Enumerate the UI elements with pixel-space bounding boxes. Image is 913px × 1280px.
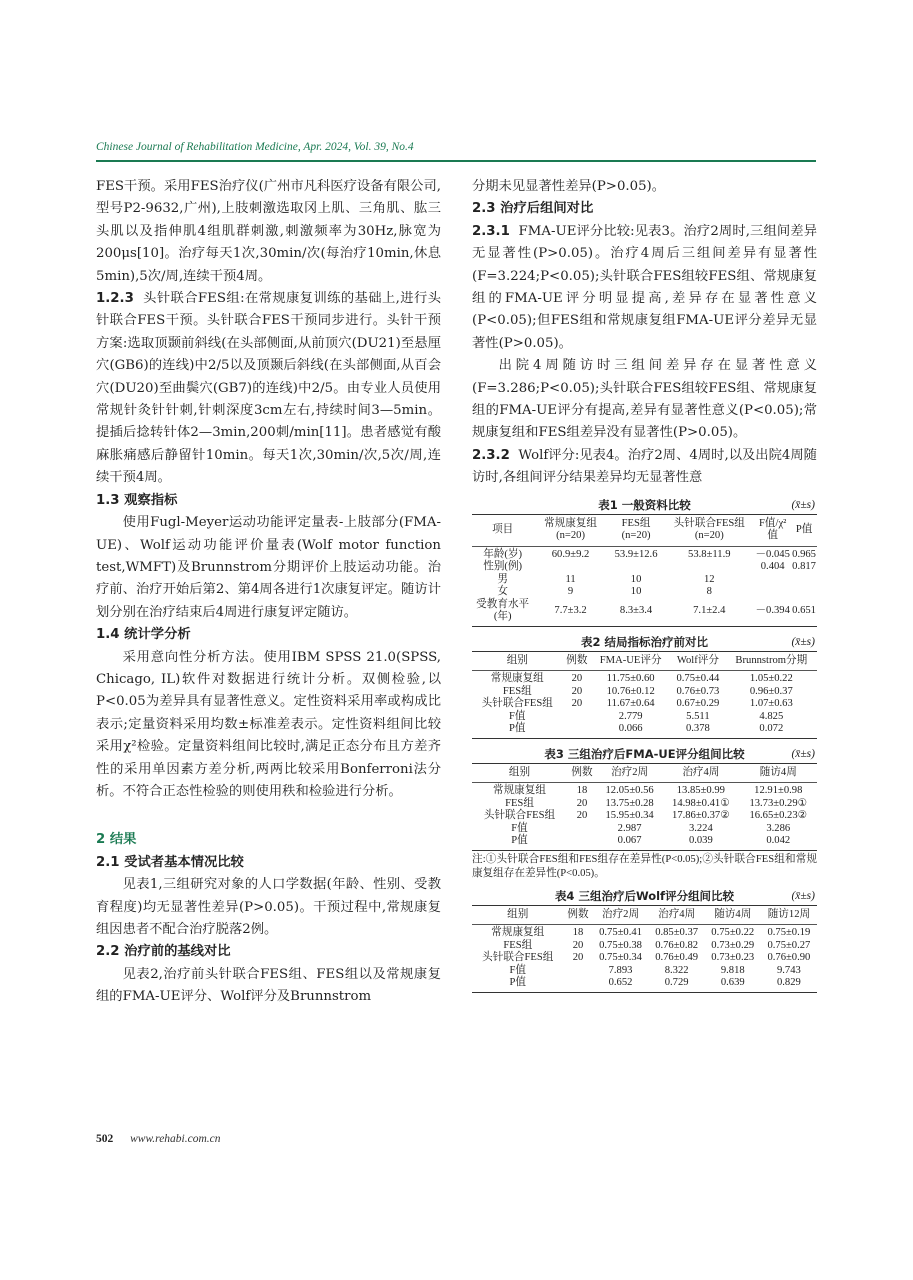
table-cell	[564, 977, 593, 992]
table-cell: 0.652	[608, 977, 633, 989]
table-cell	[533, 561, 607, 574]
heading-2-results: 2 结果	[96, 832, 137, 848]
table-cell: 性别(例)	[483, 561, 523, 573]
table-cell	[608, 561, 665, 574]
table-row	[472, 671, 817, 686]
table-2-grid	[472, 651, 817, 739]
table-1-grid	[472, 514, 817, 627]
table-cell: FES组	[502, 685, 532, 697]
table-cell: 12.91±0.98	[754, 785, 803, 797]
table-cell: 0.75±0.34	[599, 952, 642, 964]
table-2-unit: (x̄±s)	[791, 635, 815, 648]
table-cell: 13.75±0.28	[605, 797, 654, 809]
table-cell: 60.9±9.2	[551, 548, 590, 560]
table-cell: 9.818	[720, 964, 745, 976]
table3-header-0: 组别	[472, 763, 567, 783]
table1-header-0: 项目	[472, 514, 533, 546]
table-cell: 年龄(岁)	[483, 548, 523, 560]
heading-1-3: 1.3 观察指标	[96, 492, 178, 508]
table3-header-4: 随访4周	[740, 763, 817, 783]
heading-2-1: 2.1 受试者基本情况比较	[96, 854, 244, 870]
table-3-title: 表3 三组治疗后FMA-UE评分组间比较	[544, 746, 745, 761]
table-cell: 17.86±0.37②	[672, 810, 730, 822]
table-3-note: 注:①头针联合FES组和FES组存在差异性(P<0.05);②头针联合FES组和常规康复组存在差异性(P<0.05)。	[472, 853, 817, 879]
table-row	[472, 546, 817, 561]
table4-header-5: 随访12周	[761, 905, 817, 925]
table-cell: －0.045	[755, 548, 790, 560]
table-row	[472, 711, 817, 724]
table-cell: 20	[571, 673, 583, 685]
table-cell: 0.042	[766, 835, 791, 847]
table-cell	[567, 823, 597, 836]
table-row	[472, 952, 817, 965]
table-cell: 5.511	[686, 710, 710, 722]
table-cell: 0.75±0.41	[599, 927, 642, 939]
table-cell	[791, 574, 817, 587]
table-1	[472, 496, 817, 627]
table-row	[472, 686, 817, 699]
header-rule	[96, 160, 816, 162]
table-cell: 3.286	[766, 822, 791, 834]
section-1-2-3-number: 1.2.3	[96, 291, 134, 307]
table-cell: 18	[572, 927, 584, 939]
table-cell: 20	[572, 952, 584, 964]
table-cell: 常规康复组	[491, 927, 545, 939]
table-cell: 2.779	[618, 710, 643, 722]
page-number: 502	[96, 1133, 114, 1145]
table-4-grid	[472, 905, 817, 993]
table1-header-2: FES组(n=20)	[608, 514, 665, 546]
table-cell: 常规康复组	[493, 785, 546, 797]
table-cell: P值	[509, 977, 526, 989]
table3-header-1: 例数	[567, 763, 597, 783]
table-row	[472, 798, 817, 811]
table-cell: 0.066	[618, 723, 643, 735]
table-row	[472, 561, 817, 574]
table-row	[472, 599, 817, 627]
table-cell	[754, 586, 791, 599]
table-cell: 0.67±0.29	[676, 698, 720, 710]
table-cell: 0.651	[792, 604, 816, 616]
table2-header-4: Brunnstrom分期	[726, 651, 817, 671]
heading-2-3: 2.3 治疗后组间对比	[472, 201, 594, 217]
para-fma-text: FMA-UE评分比较:见表3。治疗2周时,三组间差异无显著性(P>0.05)。治疗4周后三组间差异有显著性(F=3.224;P<0.05);头针联合FES组较FES组、常规康复组的FMA-UE评分明显提高,差异存在显著性意义(P<0.05);但FES组和常规康复组FMA-UE评分差异无显著性(P>0.05)。	[472, 223, 817, 351]
table-cell: 20	[572, 939, 584, 951]
para-wolf-text: Wolf评分:见表4。治疗2周、4周时,以及出院4周随访时,各组间评分结果差异均无显著性意	[472, 447, 817, 486]
table2-header-0: 组别	[472, 651, 563, 671]
table-row	[472, 835, 817, 850]
table-cell: 0.75±0.22	[711, 927, 755, 939]
table-cell: 7.7±3.2	[554, 604, 587, 616]
table-cell: 7.893	[608, 964, 633, 976]
table-cell: 11.67±0.64	[606, 698, 655, 710]
table-3-unit: (x̄±s)	[791, 747, 815, 760]
table-cell: 20	[576, 797, 588, 809]
table-4-unit: (x̄±s)	[791, 889, 815, 902]
table2-header-2: FMA-UE评分	[591, 651, 670, 671]
table-row	[472, 723, 817, 738]
table-cell: 0.75±0.44	[676, 673, 720, 685]
running-header	[96, 141, 414, 153]
table-cell	[664, 561, 754, 574]
table-row	[472, 698, 817, 711]
table1-header-3: 头针联合FES组(n=20)	[664, 514, 754, 546]
table-2-title: 表2 结局指标治疗前对比	[580, 634, 708, 649]
table-cell: 男	[497, 573, 508, 585]
journal-name: Chinese Journal of Rehabilitation Medicine,	[96, 141, 301, 153]
table-cell: 0.76±0.49	[655, 952, 699, 964]
table-cell: 12.05±0.56	[605, 785, 654, 797]
table-4-title: 表4 三组治疗后Wolf评分组间比较	[554, 888, 735, 903]
footer-url: www.rehabi.com.cn	[130, 1133, 221, 1145]
table-cell: －0.394	[755, 604, 790, 616]
heading-1-4: 1.4 统计学分析	[96, 627, 191, 643]
table4-header-3: 治疗4周	[649, 905, 705, 925]
table1-header-4: F值/χ²值	[754, 514, 791, 546]
table-row	[472, 940, 817, 953]
para-acupuncture-fes	[96, 288, 441, 490]
para-acupuncture-fes-text: 头针联合FES组:在常规康复训练的基础上,进行头针联合FES干预。头针联合FES干预同步进行。头针干预方案:选取顶颞前斜线(在头部侧面,从前顶穴(DU21)至悬厘穴(GB6)的连线)中2/5以及顶颞后斜线(在头部侧面,从百会穴(DU20)至曲鬓穴(GB7)的连线)中2/5。由专业人员使用常规针灸针针刺,针刺深度3cm左右,持续时间3—5min。提插后捻转针体2—3min,200刺/min[11]。患者感觉有酸麻胀痛感后静留针10min。每天1次,30min/次,5次/周,连续干预4周。	[96, 291, 441, 486]
table-cell	[563, 723, 592, 738]
table4-header-2: 治疗2周	[592, 905, 648, 925]
table-cell: 0.75±0.38	[599, 939, 642, 951]
table-cell: 0.85±0.37	[655, 927, 699, 939]
table-cell	[754, 574, 791, 587]
right-column	[472, 176, 817, 993]
table-cell: 0.404	[760, 561, 785, 573]
table-cell: 53.9±12.6	[614, 548, 658, 560]
table-cell: 8	[706, 586, 712, 598]
table-cell: 0.067	[617, 835, 642, 847]
table-cell: F值	[509, 964, 526, 976]
table-cell: 0.76±0.73	[676, 685, 720, 697]
table-row	[472, 823, 817, 836]
table-cell: 12	[703, 573, 715, 585]
table-cell: 0.072	[759, 723, 784, 735]
para-wolf	[472, 445, 817, 490]
table-cell: FES组	[505, 797, 534, 809]
table-cell: 0.75±0.19	[767, 927, 811, 939]
table-cell: 13.73±0.29①	[749, 797, 808, 809]
table-cell	[791, 586, 817, 599]
table-cell: 13.85±0.99	[676, 785, 725, 797]
table-cell: 20	[571, 698, 583, 710]
table-3	[472, 745, 817, 881]
table-cell: 11.75±0.60	[606, 673, 655, 685]
table-1-unit: (x̄±s)	[791, 498, 815, 511]
table-cell: F值	[511, 822, 528, 834]
table-cell: 11	[565, 573, 576, 585]
table-1-title: 表1 一般资料比较	[598, 497, 691, 512]
table-cell: 3.224	[688, 822, 713, 834]
para-followup: 出院4周随访时三组间差异存在显著性意义(F=3.286;P<0.05);头针联合FES组较FES组、常规康复组的FMA-UE评分有提高,差异有显著性意义(P<0.05);常规康复组和FES组差异没有显著性(P>0.05)。	[472, 358, 817, 441]
table-cell: 受教育水平(年)	[476, 598, 530, 623]
table-4	[472, 887, 817, 993]
table-row	[472, 977, 817, 992]
table-cell: P值	[511, 835, 528, 847]
table-cell: 1.05±0.22	[749, 673, 793, 685]
table-cell: 8.3±3.4	[619, 604, 653, 616]
table-3-grid	[472, 763, 817, 851]
table-cell: 16.65±0.23②	[749, 810, 808, 822]
para-brunnstrom-cont: 分期未见显著性差异(P>0.05)。	[472, 179, 666, 194]
table-cell: 2.987	[617, 822, 642, 834]
table3-header-2: 治疗2周	[597, 763, 662, 783]
table-cell: 常规康复组	[490, 673, 544, 685]
para-observation: 使用Fugl-Meyer运动功能评定量表-上肢部分(FMA-UE)、Wolf运动功能评价量表(Wolf motor function test,WMFT)及Brunnstrom分期评价上肢运动功能。治疗前、治疗开始后第2、第4周各进行1次康复评定。随访计划分别在治疗结束后4周进行康复评定随访。	[96, 515, 441, 620]
table-cell	[563, 711, 592, 724]
table-cell: 9	[567, 586, 574, 598]
table1-header-5: P值	[791, 514, 817, 546]
table-cell: 头针联合FES组	[481, 698, 553, 710]
table-cell: 20	[576, 810, 588, 822]
left-column	[96, 176, 441, 1009]
table-cell: 8.322	[664, 964, 689, 976]
table-cell: 20	[571, 685, 583, 697]
para-statistics: 采用意向性分析方法。使用IBM SPSS 21.0(SPSS, Chicago, IL)软件对数据进行统计分析。双侧检验,以P<0.05为差异具有显著性意义。定性资料采用率或构成比表示;定量资料采用均数±标准差表示。定性资料组间比较采用χ²检验。定量资料组间比较时,满足正态分布且方差齐性的采用单因素方差分析,两两比较采用Bonferroni法分析。不符合正态性检验的则使用秩和检验进行分析。	[96, 649, 441, 799]
table-cell: 0.729	[664, 977, 689, 989]
table-cell: 0.965	[792, 548, 816, 560]
page-footer	[96, 1133, 221, 1145]
issue-date: Apr. 2024, Vol. 39, No.4	[303, 141, 414, 153]
table-cell: 0.639	[720, 977, 745, 989]
table-cell	[567, 835, 597, 850]
table-row	[472, 810, 817, 823]
table-cell: 7.1±2.4	[693, 604, 726, 616]
para-baseline-compare: 见表2,治疗前头针联合FES组、FES组以及常规康复组的FMA-UE评分、Wolf评分及Brunnstrom	[96, 966, 441, 1005]
table4-header-4: 随访4周	[705, 905, 761, 925]
table-cell: 18	[576, 785, 588, 797]
table-cell: P值	[509, 723, 526, 735]
table-cell: F值	[509, 710, 526, 722]
table-cell: 0.73±0.23	[711, 952, 755, 964]
table-row	[472, 965, 817, 978]
table-cell: 1.07±0.63	[749, 698, 793, 710]
para-fma	[472, 221, 817, 355]
table-row	[472, 925, 817, 940]
table-cell: 15.95±0.34	[605, 810, 654, 822]
table4-header-0: 组别	[472, 905, 564, 925]
table2-header-1: 例数	[563, 651, 592, 671]
table2-header-3: Wolf评分	[670, 651, 726, 671]
table-cell: 10.76±0.12	[606, 685, 655, 697]
table-cell: 10	[630, 586, 642, 598]
table-cell: 头针联合FES组	[483, 810, 556, 822]
table-cell: 0.378	[685, 723, 710, 735]
table-cell: 0.817	[792, 561, 816, 573]
table3-header-3: 治疗4周	[662, 763, 739, 783]
table-cell: 0.829	[776, 977, 801, 989]
table-cell: 0.96±0.37	[749, 685, 793, 697]
table-2	[472, 633, 817, 739]
table-cell	[564, 965, 593, 978]
heading-2-2: 2.2 治疗前的基线对比	[96, 944, 231, 960]
table-cell: 53.8±11.9	[688, 548, 731, 560]
table-cell: 10	[630, 573, 642, 585]
table-cell: FES组	[503, 939, 533, 951]
section-2-3-2-number: 2.3.2	[472, 447, 510, 463]
table-row	[472, 586, 817, 599]
table-cell: 0.76±0.90	[767, 952, 811, 964]
section-2-3-1-number: 2.3.1	[472, 223, 510, 239]
table-cell: 14.98±0.41①	[672, 797, 730, 809]
table-row	[472, 574, 817, 587]
table-cell: 0.73±0.29	[711, 939, 755, 951]
table-cell: 0.75±0.27	[767, 939, 811, 951]
para-baseline-subjects: 见表1,三组研究对象的人口学数据(年龄、性别、受教育程度)均无显著性差异(P>0.05)。干预过程中,常规康复组因患者不配合治疗脱落2例。	[96, 877, 441, 937]
table-cell: 4.825	[759, 710, 784, 722]
para-fes: FES干预。采用FES治疗仪(广州市凡科医疗设备有限公司,型号P2-9632,广州),上肢刺激选取冈上肌、三角肌、肱三头肌以及指伸肌4组肌群刺激,刺激频率为30Hz,脉宽为200μs[10]。治疗每天1次,30min/次(每治疗10min,休息5min),5次/周,连续干预4周。	[96, 179, 441, 284]
table-row	[472, 783, 817, 798]
table-cell: 0.039	[688, 835, 713, 847]
table1-header-1: 常规康复组(n=20)	[533, 514, 607, 546]
table-cell: 头针联合FES组	[482, 952, 554, 964]
table4-header-1: 例数	[564, 905, 593, 925]
table-cell: 0.76±0.82	[655, 939, 699, 951]
table-cell: 女	[497, 586, 508, 598]
table-cell: 9.743	[776, 964, 801, 976]
